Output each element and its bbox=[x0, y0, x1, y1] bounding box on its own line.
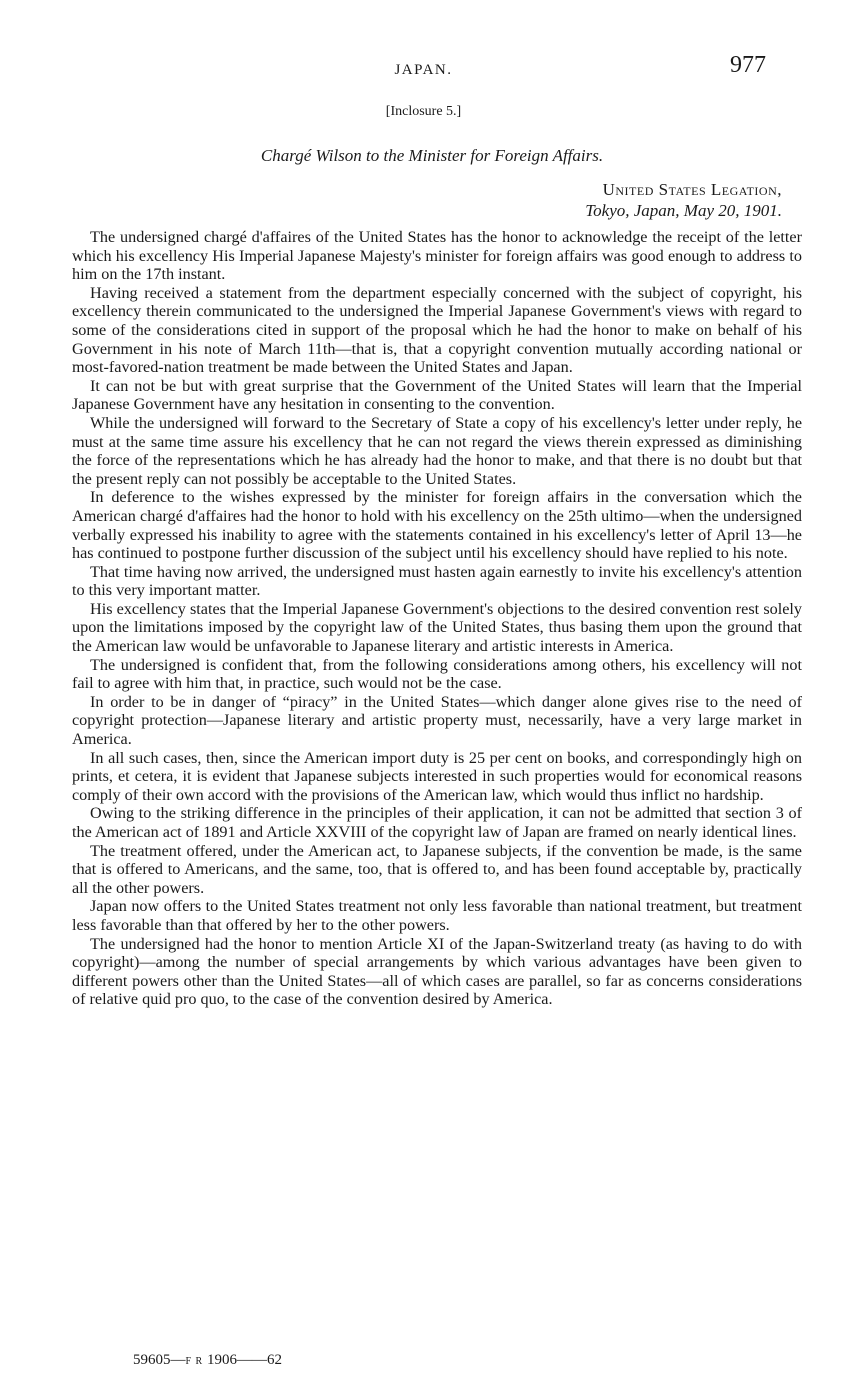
paragraph: In all such cases, then, since the American import duty is 25 per cent on books, and correspondingly high on prints, et cetera, it is evident that Japanese subjects interested in such properties would for economical reasons comply of their own accord with the provisions of the American law, which would thus inflict no hardship. bbox=[72, 748, 802, 804]
paragraph: His excellency states that the Imperial Japanese Government's objections to the desired convention rest solely upon the limitations imposed by the copyright law of the United States, thus basing them upon the ground that the American law would be unfavorable to Japanese literary and artistic interests in America. bbox=[72, 599, 802, 656]
footer-letters: F R bbox=[185, 1356, 204, 1367]
address-block bbox=[470, 180, 782, 221]
paragraph: The undersigned had the honor to mention Article XI of the Japan-Switzerland treaty (as having to do with copyright)—among the number of special arrangements by which various advantages have been given to different powers other than the United States—all of which cases are parallel, so far as concerns considerations of relative quid pro quo, to the case of the convention desired by America. bbox=[72, 934, 802, 1009]
paragraph: In deference to the wishes expressed by the minister for foreign affairs in the conversation which the American chargé d'affaires had the honor to hold with his excellency on the 25th ultimo—when the undersigned verbally expressed his inability to agree with the statements contained in his excellency's letter of April 13—he has continued to postpone further discussion of the subject until his excellency should have replied to his note. bbox=[72, 488, 802, 563]
paragraph: While the undersigned will forward to the Secretary of State a copy of his excellency's letter under reply, he must at the same time assure his excellency that he can not regard the views therein expressed as diminishing the force of the representations which he has already had the honor to make, and that there is no doubt but that the present reply can not possibly be acceptable to the United States. bbox=[72, 413, 802, 488]
paragraph: That time having now arrived, the undersigned must hasten again earnestly to invite his excellency's attention to this very important matter. bbox=[72, 562, 802, 600]
paragraph: Having received a statement from the department especially concerned with the subject of copyright, his excellency therein communicated to the undersigned the Imperial Japanese Government's views with regard to some of the considerations cited in support of the proposal which he had the honor to make on behalf of his Government in his note of March 11th—that is, that a copyright convention mutually according national or most-favored-nation treatment be made between the United States and Japan. bbox=[72, 283, 802, 377]
running-title: JAPAN. bbox=[394, 62, 453, 78]
footer-year-sheet: 1906——62 bbox=[206, 1352, 282, 1368]
paragraph: In order to be in danger of “piracy” in the United States—which danger alone gives rise to the need of copyright protection—Japanese literary and artistic property must, necessarily, have a very large market in America. bbox=[72, 692, 802, 749]
paragraph: The undersigned is confident that, from the following considerations among others, his excellency will not fail to agree with him that, in practice, such would not be the case. bbox=[72, 655, 802, 693]
footer-code: 59605— bbox=[133, 1352, 186, 1368]
paragraph: The undersigned chargé d'affaires of the United States has the honor to acknowledge the receipt of the letter which his excellency His Imperial Japanese Majesty's minister for foreign affairs was good enough to address to him on the 17th instant. bbox=[72, 228, 802, 284]
inclosure-label: [Inclosure 5.] bbox=[385, 104, 462, 119]
paragraph: It can not be but with great surprise that the Government of the United States will learn that the Imperial Japanese Government have any hesitation in consenting to the convention. bbox=[72, 376, 802, 414]
letter-body bbox=[72, 228, 802, 1009]
paragraph: The treatment offered, under the American act, to Japanese subjects, if the convention be made, is the same that is offered to Americans, and the same, too, that is offered to, and has been found acceptable by, practically all the other powers. bbox=[72, 841, 802, 897]
paragraph: Japan now offers to the United States treatment not only less favorable than national treatment, but treatment less favorable than that offered by her to the other powers. bbox=[72, 897, 802, 934]
page-number: 977 bbox=[730, 52, 766, 78]
subject-line: Chargé Wilson to the Minister for Foreign Affairs. bbox=[260, 146, 604, 165]
paragraph: Owing to the striking difference in the principles of their application, it can not be admitted that section 3 of the American act of 1891 and Article XXVIII of the copyright law of Japan are framed on nearly identical lines. bbox=[72, 804, 802, 841]
footer-signature bbox=[133, 1352, 282, 1369]
legation-name: United States Legation, bbox=[602, 180, 782, 199]
place-date: Tokyo, Japan, May 20, 1901. bbox=[585, 201, 782, 220]
